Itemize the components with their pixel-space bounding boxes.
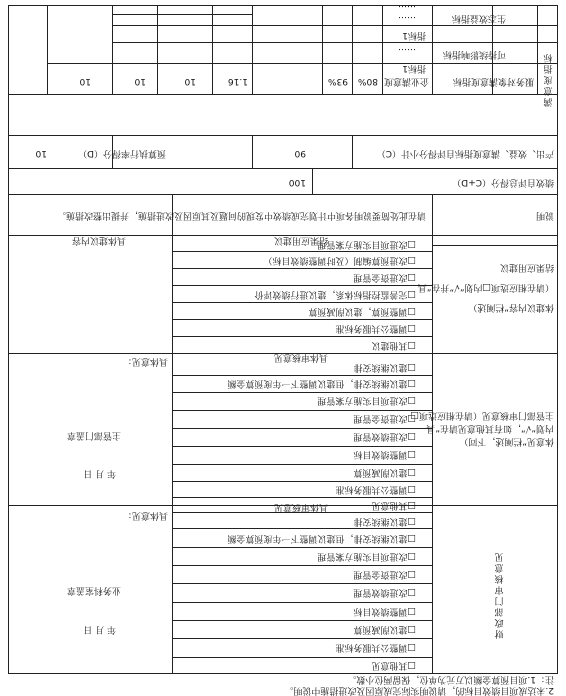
explanation-text: 请在此处简要说明各项中计划完成绩效中发现的问题及其原因及改进措施，并提出整改措施。	[56, 210, 426, 220]
result-option[interactable]: □改进预算编制（及时调整绩效目标）	[263, 255, 416, 265]
score-a: 10	[184, 76, 196, 86]
row-line	[173, 375, 433, 376]
row-line	[173, 464, 433, 465]
top-col	[112, 6, 113, 95]
top-col	[432, 6, 433, 95]
top-col	[47, 6, 48, 95]
dept-option[interactable]: □建议继续安排，但建议调整下一年度预算金额	[227, 378, 416, 388]
satisfaction-indicator: 满意度指标	[543, 52, 553, 106]
result-label-line-2: （请在相应选项□内划“√”并在“具	[417, 282, 554, 292]
top-col	[537, 6, 538, 95]
note-line-2: 2.未达成项目绩效目标的，请说明实际完成原因及改进措施中说明。	[284, 685, 554, 695]
finance-option[interactable]: □改进绩效管理	[353, 587, 416, 597]
row-line	[173, 602, 433, 603]
row-line	[173, 268, 433, 269]
finance-option[interactable]: □建议继续安排，但建议调整下一年度预算金额	[227, 533, 416, 543]
indicator-2: 指标1	[402, 63, 426, 73]
result-option[interactable]: □改进资金管理	[353, 272, 416, 282]
dept-label-line-2: 内划“√”，如有其他意见请在“具	[426, 423, 554, 433]
row-line	[173, 302, 433, 303]
output-score-label: 产出、效益、满意度指标自评得分小计（C）	[376, 148, 554, 158]
dept-label-line-3: 体意见”栏阐述，下同）	[459, 436, 554, 446]
result-option[interactable]: □调整公共服务标准	[335, 323, 416, 333]
row-line	[173, 657, 433, 658]
finance-option[interactable]: □改进资金管理	[353, 569, 416, 579]
finance-date: 年 月 日	[83, 624, 116, 634]
row-line	[173, 428, 433, 429]
row-line	[173, 512, 433, 513]
score-divider	[312, 169, 313, 195]
finance-opinion-label: 具体意见：	[122, 510, 168, 520]
service-object-indicator: 服务对象满意度指标	[452, 76, 534, 86]
section-divider	[8, 194, 558, 195]
finance-option[interactable]: □建议削减预算	[353, 624, 416, 634]
row-line	[433, 245, 558, 246]
frame-line	[557, 5, 558, 674]
dept-option[interactable]: □建议削减预算	[353, 467, 416, 477]
row-line	[173, 620, 433, 621]
row-line	[173, 285, 433, 286]
finance-option[interactable]: □调整绩效目标	[353, 606, 416, 616]
top-col	[252, 6, 253, 95]
row-line	[173, 446, 433, 447]
result-col-left: 结果应用建议	[273, 235, 328, 245]
top-col	[157, 6, 158, 95]
score-divider	[252, 136, 253, 169]
total-score-label: 绩效自评总得分（C+D）	[452, 177, 554, 187]
row-line	[173, 497, 433, 498]
dept-header: 具体审核意见	[273, 352, 328, 362]
finance-label-4: 意见	[494, 551, 504, 572]
finance-option[interactable]: □调整公共服务标准	[335, 642, 416, 652]
budget-score-value: 10	[35, 148, 47, 158]
note-line-1: 注：1.项目预算金额以万元为单位，保留两位小数。	[347, 674, 554, 684]
ellipsis-1: ……	[398, 14, 416, 24]
explanation-label: 说明	[535, 210, 554, 220]
result-option[interactable]: □完善监控指标体系，建议进行绩效评价	[254, 289, 416, 299]
row-line	[173, 638, 433, 639]
ellipsis-3: ……	[398, 3, 416, 13]
top-row	[113, 14, 253, 15]
actual-value: 93%	[327, 76, 348, 86]
row-line	[173, 336, 433, 337]
frame-line	[8, 5, 9, 674]
section-divider	[8, 168, 558, 169]
finance-label-3: 审核	[494, 573, 504, 594]
dept-option[interactable]: □调整公共服务标准	[335, 484, 416, 494]
dept-label-line-1: 主管部门审核意见（请在相应选项□	[410, 410, 554, 420]
finance-seal: 业务科室盖章	[66, 585, 121, 595]
top-row	[113, 42, 558, 43]
section-divider	[8, 94, 558, 95]
section-divider	[8, 135, 558, 136]
row-line	[173, 583, 433, 584]
dept-option[interactable]: □改进绩效管理	[353, 431, 416, 441]
row-line	[173, 481, 433, 482]
result-option[interactable]: □改进项目实施方案管理	[317, 239, 416, 249]
dept-option[interactable]: □其他意见	[371, 500, 416, 510]
result-option[interactable]: □其他建议	[371, 340, 416, 350]
top-row	[48, 63, 558, 64]
score-c: 10	[79, 76, 91, 86]
sustainable-impact-indicator: 可持续影响指标	[442, 49, 506, 59]
row-line	[173, 319, 433, 320]
top-col	[352, 6, 353, 95]
top-col	[382, 6, 383, 95]
row-line	[173, 410, 433, 411]
finance-header: 具体审核意见	[273, 502, 328, 512]
result-label-line-3: 体建议内容”栏阐述）	[468, 302, 554, 312]
row-line	[173, 565, 433, 566]
dept-option[interactable]: □改进资金管理	[353, 413, 416, 423]
finance-label-2: 部门	[494, 595, 504, 616]
result-col-right: 具体建议内容	[71, 235, 126, 245]
indicator-1: 指标1	[402, 30, 426, 40]
score-b: 10	[134, 76, 146, 86]
result-label-line-1: 结果应用建议	[499, 262, 554, 272]
weight-value: 1.16	[227, 76, 248, 86]
finance-option[interactable]: □建议继续安排	[353, 516, 416, 526]
top-col	[212, 6, 213, 95]
dept-option[interactable]: □建议继续安排	[353, 362, 416, 372]
dept-seal: 主管部门盖章	[66, 430, 121, 440]
top-col	[322, 6, 323, 95]
frame-line	[8, 5, 558, 6]
finance-option[interactable]: □其他意见	[371, 660, 416, 670]
indicator-name: 企业满意度	[383, 76, 429, 86]
finance-option[interactable]: □改进项目实施方案管理	[317, 551, 416, 561]
row-line	[173, 251, 433, 252]
dept-option[interactable]: □改进项目实施方案管理	[317, 395, 416, 405]
result-option[interactable]: □调整预算，建议削减预算	[308, 306, 416, 316]
target-value: 80%	[357, 76, 378, 86]
output-score-value: 90	[294, 148, 306, 158]
total-score-value: 100	[288, 177, 306, 187]
dept-date: 年 月 日	[83, 468, 116, 478]
ellipsis-2: ……	[398, 46, 416, 56]
finance-label	[493, 550, 505, 638]
row-line	[173, 547, 433, 548]
top-row	[113, 25, 558, 26]
score-divider	[352, 136, 353, 169]
dept-option[interactable]: □调整绩效目标	[353, 449, 416, 459]
row-line	[173, 392, 433, 393]
ecological-benefit-indicator: 生态效益指标	[451, 13, 506, 23]
row-line	[173, 528, 433, 529]
budget-score-label: 预算执行率得分（D）	[78, 148, 166, 158]
finance-label-1: 财政	[494, 617, 504, 638]
dept-opinion-label: 具体意见：	[122, 356, 168, 366]
